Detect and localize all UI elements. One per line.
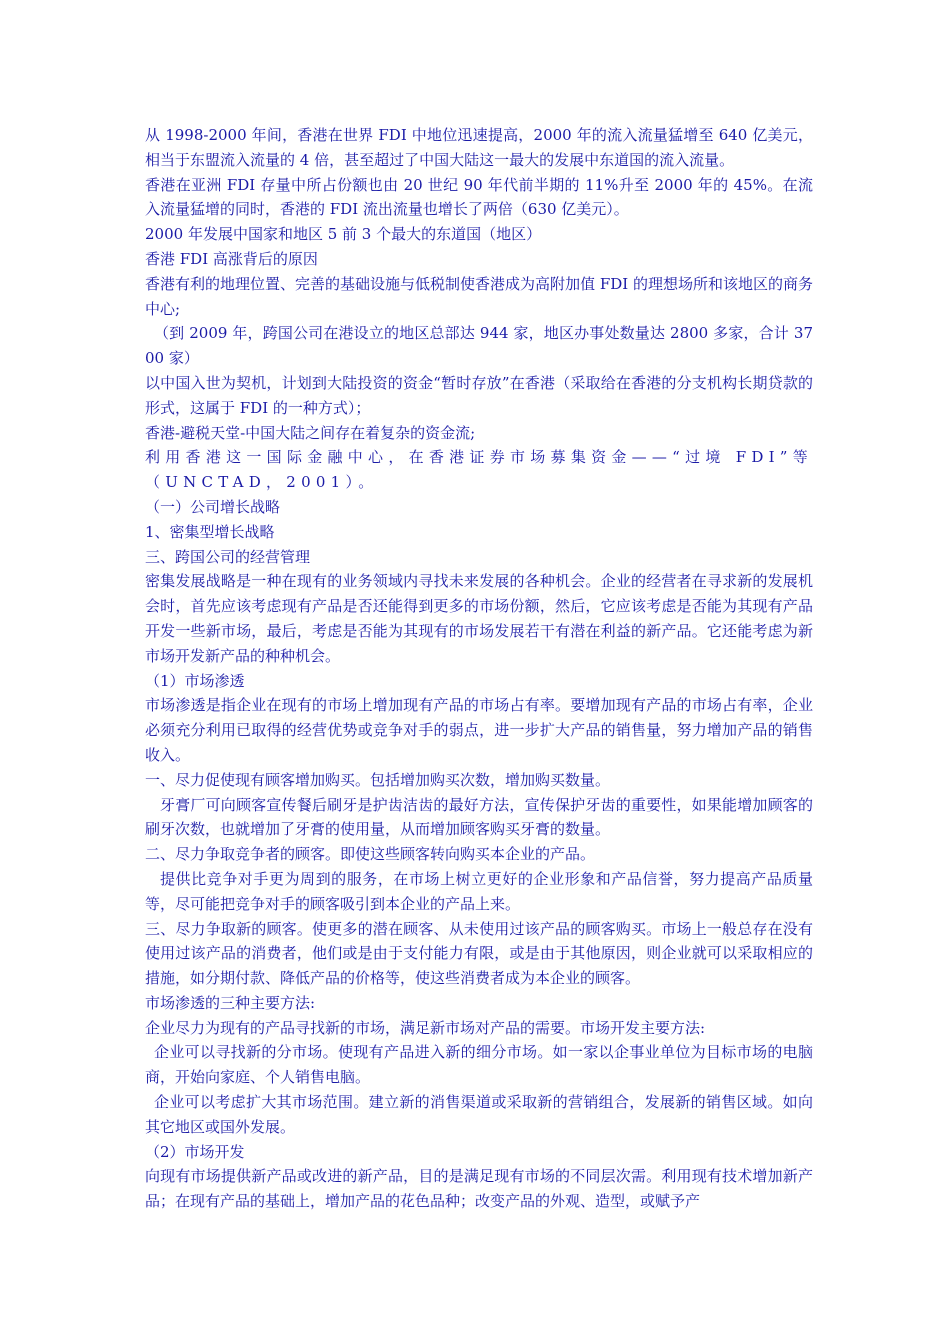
paragraph-tax-haven: 香港-避税天堂-中国大陆之间存在着复杂的资金流; — [145, 423, 476, 442]
paragraph-expand-scope: 企业可以考虑扩大其市场范围。建立新的消售渠道或采取新的营销组合，发展新的销售区域。如向其它地区或国外发展。 — [145, 1093, 813, 1136]
section-heading-growth-strategy: （一）公司增长战略 — [145, 497, 281, 516]
paragraph-top-host-countries: 2000 年发展中国家和地区 5 前 3 个最大的东道国（地区） — [145, 225, 542, 244]
section-heading-mnc-management: 三、跨国公司的经营管理 — [145, 547, 311, 566]
paragraph-new-segments: 企业可以寻找新的分市场。使现有产品进入新的细分市场。如一家以企事业单位为目标市场的电脑商，开始向家庭、个人销售电脑。 — [145, 1043, 813, 1087]
paragraph-location-advantage: 香港有利的地理位置、完善的基础设施与低税制使香港成为高附加值 FDI 的理想场所和该地区的商务中心; — [145, 274, 813, 318]
paragraph-regional-hq: （到 2009 年，跨国公司在港设立的地区总部达 944 家，地区办事处数量达 2800 多家，合计 3700 家） — [145, 324, 813, 368]
paragraph-method-three: 三、尽力争取新的顾客。使更多的潜在顾客、从未使用过该产品的顾客购买。市场上一般总存在没有使用过该产品的消费者，他们或是由于支付能力有限，或是由于其他原因，则企业就可以采取相应的措施，如分期付款、降低产品的价格等，使这些消费者成为本企业的顾客。 — [145, 919, 813, 988]
document-body — [145, 123, 813, 1214]
paragraph-transit-fdi: 利用香港这一国际金融中心，在香港证券市场募集资金——“过境 FDI”等（UNCTAD，2001）。 — [145, 448, 813, 492]
paragraph-new-products: 向现有市场提供新产品或改进的新产品，目的是满足现有市场的不同层次需。利用现有技术增加新产品；在现有产品的基础上，增加产品的花色品种；改变产品的外观、造型，或赋予产 — [145, 1167, 813, 1211]
section-heading-market-development: （2）市场开发 — [145, 1142, 245, 1161]
paragraph-method-one: 一、尽力促使现有顾客增加购买。包括增加购买次数，增加购买数量。 — [145, 770, 611, 789]
paragraph-three-methods: 市场渗透的三种主要方法: — [145, 993, 316, 1012]
paragraph-market-penetration: 市场渗透是指企业在现有的市场上增加现有产品的市场占有率。要增加现有产品的市场占有率，企业必须充分利用已取得的经营优势或竞争对手的弱点，进一步扩大产品的销售量，努力增加产品的销售收入。 — [145, 696, 813, 764]
paragraph-toothpaste-example: 牙膏厂可向顾客宣传餐后刷牙是护齿洁齿的最好方法，宣传保护牙齿的重要性，如果能增加顾客的刷牙次数，也就增加了牙膏的使用量，从而增加顾客购买牙膏的数量。 — [145, 795, 813, 839]
paragraph-wto-entry: 以中国入世为契机，计划到大陆投资的资金“暂时存放”在香港（采取给在香港的分支机构长期贷款的形式，这属于 FDI 的一种方式）； — [145, 373, 813, 417]
section-heading-fdi-reasons: 香港 FDI 高涨背后的原因 — [145, 249, 318, 268]
paragraph-method-two: 二、尽力争取竞争者的顾客。即使这些顾客转向购买本企业的产品。 — [145, 845, 596, 864]
section-heading-market-penetration: （1）市场渗透 — [145, 671, 245, 690]
paragraph-intensive-strategy: 密集发展战略是一种在现有的业务领域内寻找未来发展的各种机会。企业的经营者在寻求新的发展机会时，首先应该考虑现有产品是否还能得到更多的市场份额，然后，它应该考虑是否能为其现有产品开发一些新市场，最后，考虑是否能为其现有的市场发展若干有潜在利益的新产品。它还能考虑为新市场开发新产品的种种机会。 — [145, 572, 813, 665]
paragraph-hk-fdi-stock: 香港在亚洲 FDI 存量中所占份额也由 20 世纪 90 年代前半期的 11%升至 2000 年的 45%。在流入流量猛增的同时，香港的 FDI 流出流量也增长了两倍（630 亿美元）。 — [145, 175, 813, 219]
paragraph-better-service: 提供比竞争对手更为周到的服务，在市场上树立更好的企业形象和产品信誉，努力提高产品质量等，尽可能把竞争对手的顾客吸引到本企业的产品上来。 — [145, 869, 813, 913]
section-heading-intensive-growth: 1、密集型增长战略 — [145, 522, 275, 541]
paragraph-market-development-intro: 企业尽力为现有的产品寻找新的市场，满足新市场对产品的需要。市场开发主要方法: — [145, 1018, 706, 1037]
paragraph-hk-fdi-rise: 从 1998-2000 年间，香港在世界 FDI 中地位迅速提高，2000 年的流入流量猛增至 640 亿美元，相当于东盟流入流量的 4 倍，甚至超过了中国大陆这一最大的发展中东道国的流入流量。 — [145, 126, 813, 169]
